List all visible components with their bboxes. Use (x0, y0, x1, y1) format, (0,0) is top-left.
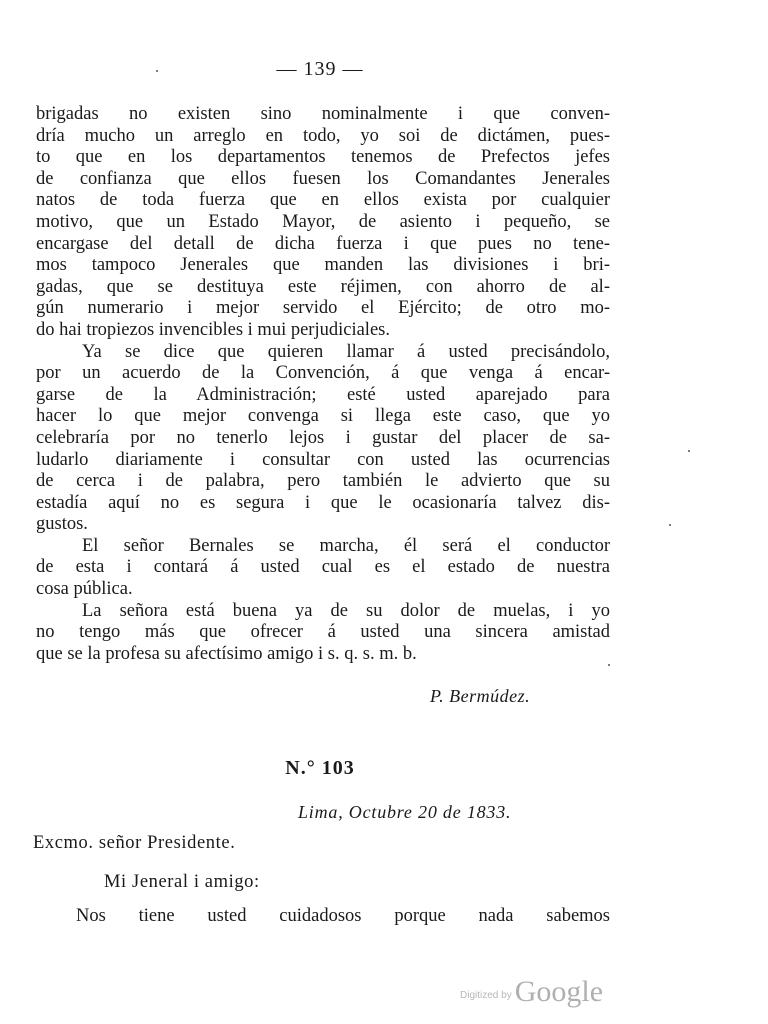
scan-speck (156, 70, 158, 72)
digitization-watermark (460, 975, 603, 1009)
scan-speck (608, 664, 610, 666)
text-line: to que en los departamentos tenemos de Prefectos jefes (36, 147, 610, 168)
text-line: de confianza que ellos fuesen los Comandantes Jenerales (36, 168, 610, 189)
text-line: gún numerario i mejor servido el Ejército; de otro mo- (36, 298, 610, 319)
text-line: gustos. (36, 514, 88, 535)
text-line: no tengo más que ofrecer á usted una sincera amistad (36, 622, 610, 643)
text-line: garse de la Administración; esté usted aparejado para (36, 384, 610, 405)
text-line: dría mucho un arreglo en todo, yo soi de dictámen, pues- (36, 125, 610, 146)
watermark-prefix: Digitized by (460, 990, 512, 1001)
page-number: — 139 — (276, 58, 364, 80)
text-line: El señor Bernales se marcha, él será el conductor (82, 535, 610, 556)
text-line: de cerca i de palabra, pero también le advierto que su (36, 471, 610, 492)
google-logo: Google (514, 975, 604, 1008)
text-line: Ya se dice que quieren llamar á usted precisándolo, (82, 341, 610, 362)
letter-body (36, 104, 610, 665)
text-line: encargase del detall de dicha fuerza i que pues no tene- (36, 233, 610, 254)
text-line: natos de toda fuerza que en ellos exista por cualquier (36, 190, 610, 211)
scan-speck (688, 450, 690, 452)
text-line: La señora está buena ya de su dolor de muelas, i yo (82, 600, 610, 621)
text-line: ludarlo diariamente i consultar con usted las ocurrencias (36, 449, 610, 470)
text-line: brigadas no existen sino nominalmente i que conven- (36, 104, 610, 124)
addressee: Excmo. señor Presidente. (33, 833, 236, 853)
signature: P. Bermúdez. (430, 686, 531, 706)
scan-speck (669, 524, 671, 526)
text-line: estadía aquí no es segura i que le ocasionaría talvez dis- (36, 492, 610, 513)
text-line: gadas, que se destituya este réjimen, con ahorro de al- (36, 276, 610, 297)
dateline: Lima, Octubre 20 de 1833. (298, 802, 512, 822)
text-line: do hai tropiezos invencibles i mui perjudiciales. (36, 319, 390, 340)
salutation: Mi Jeneral i amigo: (104, 872, 260, 892)
text-line: cosa pública. (36, 579, 133, 600)
text-line: motivo, que un Estado Mayor, de asiento i pequeño, se (36, 211, 610, 232)
text-line: hacer lo que mejor convenga si llega este caso, que yo (36, 406, 610, 427)
document-number: N.° 103 (285, 757, 355, 779)
opening-line: Nos tiene usted cuidadosos porque nada sabemos (76, 906, 610, 926)
text-line: de esta i contará á usted cual es el estado de nuestra (36, 557, 610, 578)
text-line: que se la profesa su afectísimo amigo i s. q. s. m. b. (36, 643, 417, 664)
text-line: por un acuerdo de la Convención, á que venga á encar- (36, 363, 610, 384)
text-line: celebraría por no tenerlo lejos i gustar del placer de sa- (36, 427, 610, 448)
text-line: mos tampoco Jenerales que manden las divisiones i bri- (36, 255, 610, 276)
